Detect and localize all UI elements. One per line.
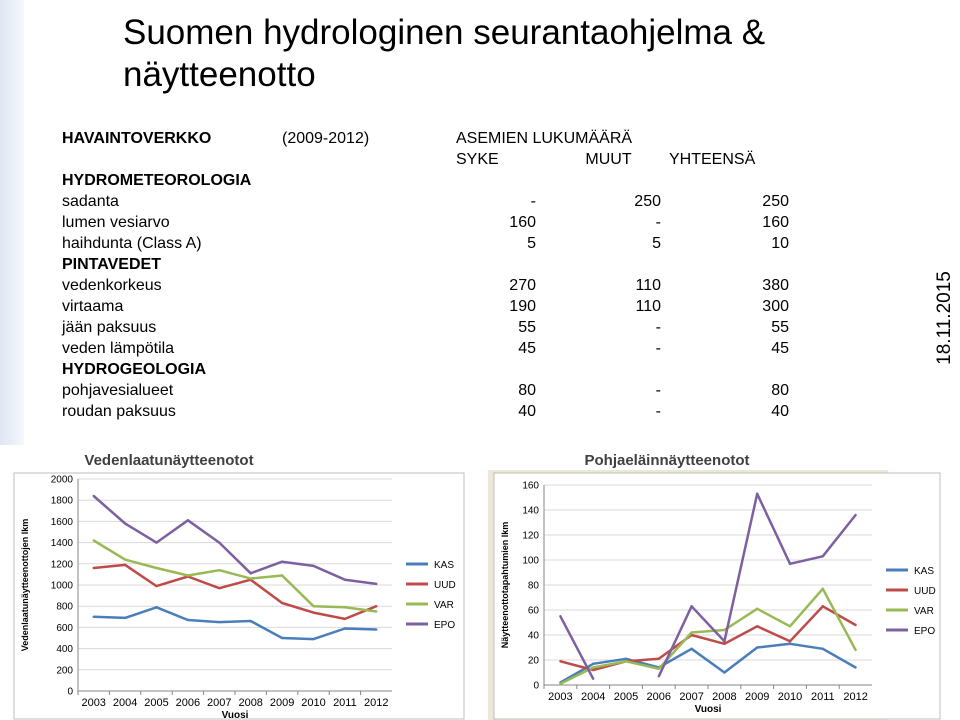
data-point-uud (756, 625, 758, 627)
section-row (62, 170, 789, 191)
table-row (62, 212, 789, 233)
y-tick-label: 140 (522, 505, 539, 517)
data-point-uud (124, 564, 126, 566)
x-tick-label: 2010 (777, 691, 803, 703)
y-tick-label: 2000 (50, 474, 73, 486)
row-label: vedenkorkeus (62, 277, 162, 294)
cell-muut: - (655, 382, 661, 399)
data-point-var (789, 625, 791, 627)
data-point-var (690, 631, 692, 633)
x-tick-label: 2005 (144, 697, 169, 709)
data-point-kas (723, 671, 725, 673)
data-point-var (559, 683, 561, 685)
row-label: virtaama (62, 298, 124, 315)
y-tick-label: 1200 (50, 559, 73, 571)
cell-total: 80 (771, 382, 789, 399)
cell-total: 250 (762, 193, 789, 210)
cell-muut: - (655, 403, 661, 420)
data-point-kas (155, 606, 157, 608)
y-tick-label: 100 (522, 555, 539, 567)
data-point-kas (281, 637, 283, 639)
section-title: PINTAVEDET (62, 256, 161, 273)
col-syke: SYKE (456, 151, 499, 168)
data-point-uud (375, 605, 377, 607)
data-point-kas (312, 638, 314, 640)
section-title: HYDROGEOLOGIA (62, 361, 207, 378)
table-row (62, 380, 789, 401)
legend-label: UUD (914, 586, 936, 597)
y-tick-label: 1400 (50, 538, 73, 550)
data-point-uud (854, 624, 856, 626)
y-tick-label: 1000 (50, 580, 73, 592)
data-point-kas (789, 643, 791, 645)
y-tick-label: 120 (522, 530, 539, 542)
cell-muut: 250 (634, 193, 661, 210)
data-point-uud (822, 605, 824, 607)
table-header-row (62, 128, 789, 149)
cell-total: 45 (771, 340, 789, 357)
cell-syke: 40 (518, 403, 536, 420)
legend-label: VAR (434, 600, 454, 611)
row-spacer (282, 317, 419, 338)
cell-muut: 110 (635, 298, 661, 315)
y-tick-label: 0 (533, 680, 539, 692)
data-point-epo (124, 522, 126, 524)
cell-syke: 190 (509, 298, 536, 315)
legend-label: KAS (914, 566, 935, 577)
data-point-var (822, 588, 824, 590)
data-point-kas (187, 619, 189, 621)
data-point-var (658, 668, 660, 670)
observation-network-table (62, 128, 789, 422)
x-tick-label: 2007 (207, 697, 232, 709)
data-point-var (375, 610, 377, 612)
row-spacer (282, 212, 419, 233)
table-row (62, 191, 789, 212)
data-point-uud (344, 618, 346, 620)
y-tick-label: 60 (527, 605, 539, 617)
y-tick-label: 400 (56, 644, 73, 656)
col-yhteensa: YHTEENSÄ (669, 151, 756, 168)
data-point-uud (723, 643, 725, 645)
legend-label: UUD (434, 580, 456, 591)
section-row (62, 254, 789, 275)
data-point-uud (312, 611, 314, 613)
x-tick-label: 2007 (679, 691, 704, 703)
cell-muut: 110 (635, 277, 661, 294)
x-tick-label: 2004 (580, 691, 606, 703)
data-point-var (756, 608, 758, 610)
cell-syke: 5 (527, 235, 536, 252)
data-point-var (625, 660, 627, 662)
x-tick-label: 2011 (810, 691, 835, 703)
header-havaintoverkko: HAVAINTOVERKKO (62, 130, 212, 147)
data-point-kas (625, 658, 627, 660)
section-title: HYDROMETEOROLOGIA (62, 172, 252, 189)
data-point-epo (756, 493, 758, 495)
header-period: (2009-2012) (282, 130, 370, 147)
cell-syke: 55 (518, 319, 536, 336)
date-text: 18.11.2015 (934, 271, 955, 365)
data-point-kas (124, 617, 126, 619)
row-spacer (282, 275, 419, 296)
y-tick-label: 200 (56, 665, 73, 677)
y-tick-label: 80 (527, 580, 539, 592)
data-point-uud (658, 658, 660, 660)
x-tick-label: 2012 (364, 697, 389, 709)
table-row (62, 317, 789, 338)
table-row (62, 296, 789, 317)
data-point-epo (218, 541, 220, 543)
row-spacer (282, 296, 419, 317)
row-spacer (282, 380, 419, 401)
x-tick-label: 2006 (646, 691, 672, 703)
row-label: lumen vesiarvo (62, 214, 170, 231)
row-spacer (282, 233, 419, 254)
x-tick-label: 2009 (269, 697, 295, 709)
y-tick-label: 20 (527, 655, 539, 667)
row-spacer (282, 401, 419, 422)
data-point-epo (690, 605, 692, 607)
row-label: sadanta (62, 193, 119, 210)
data-point-var (124, 558, 126, 560)
x-tick-label: 2008 (712, 691, 737, 703)
data-point-var (218, 569, 220, 571)
data-point-epo (822, 555, 824, 557)
data-point-epo (187, 519, 189, 521)
data-point-kas (822, 648, 824, 650)
chart-title: Pohjaeläinnäytteenotot (584, 452, 750, 469)
data-point-kas (592, 663, 594, 665)
x-tick-label: 2004 (112, 697, 138, 709)
x-tick-label: 2011 (333, 697, 357, 709)
cell-syke: 160 (509, 214, 536, 231)
data-point-var (312, 605, 314, 607)
data-point-epo (854, 514, 856, 516)
data-point-kas (250, 620, 252, 622)
chart-pohjaelain-svg (488, 445, 948, 720)
x-tick-label: 2010 (301, 697, 326, 709)
date-stamp (932, 258, 958, 378)
cell-muut: - (655, 214, 661, 231)
table-row (62, 401, 789, 422)
y-tick-label: 40 (527, 630, 539, 642)
y-tick-label: 800 (56, 601, 73, 613)
chart-pohjaelain (488, 445, 948, 720)
x-tick-label: 2003 (548, 691, 573, 703)
data-point-var (344, 606, 346, 608)
data-point-epo (559, 615, 561, 617)
y-tick-label: 0 (67, 686, 73, 698)
table-row (62, 233, 789, 254)
x-tick-label: 2009 (744, 691, 770, 703)
data-point-epo (789, 563, 791, 565)
data-point-kas (854, 666, 856, 668)
row-spacer (282, 338, 419, 359)
data-point-epo (93, 495, 95, 497)
x-tick-label: 2005 (613, 691, 639, 703)
data-point-kas (375, 628, 377, 630)
x-tick-label: 2003 (81, 697, 106, 709)
x-axis-label: Vuosi (221, 710, 249, 720)
table-row (62, 338, 789, 359)
data-point-epo (375, 583, 377, 585)
legend-label: VAR (914, 606, 934, 617)
data-point-var (250, 577, 252, 579)
data-point-epo (723, 640, 725, 642)
data-point-var (187, 574, 189, 576)
data-point-var (93, 539, 95, 541)
data-point-uud (155, 585, 157, 587)
data-point-var (155, 567, 157, 569)
chart-vedenlaatu (10, 445, 470, 720)
header-group: ASEMIEN LUKUMÄÄRÄ (456, 130, 633, 147)
slide-accent-bar (0, 0, 24, 445)
data-point-uud (281, 602, 283, 604)
cell-syke: 80 (518, 382, 536, 399)
data-point-kas (344, 627, 346, 629)
data-point-uud (559, 660, 561, 662)
section-row (62, 359, 789, 380)
legend-label: EPO (434, 620, 456, 631)
row-label: pohjavesialueet (62, 382, 174, 399)
chart-frame (14, 473, 464, 719)
data-point-var (854, 649, 856, 651)
data-point-epo (155, 541, 157, 543)
legend-label: KAS (434, 560, 455, 571)
x-axis-label: Vuosi (694, 704, 722, 715)
data-point-epo (312, 565, 314, 567)
y-axis-label: Vedenlaatunäytteenottojen lkm (20, 518, 30, 652)
x-tick-label: 2012 (843, 691, 868, 703)
chart-title: Vedenlaatunäytteenotot (84, 452, 254, 469)
data-point-uud (218, 587, 220, 589)
cell-muut: - (655, 340, 661, 357)
cell-syke: - (530, 193, 536, 210)
cell-muut: - (655, 319, 661, 336)
cell-total: 55 (771, 319, 789, 336)
cell-syke: 270 (509, 277, 536, 294)
data-point-epo (658, 675, 660, 677)
cell-total: 380 (762, 277, 789, 294)
data-point-epo (592, 678, 594, 680)
y-tick-label: 600 (56, 622, 73, 634)
data-point-kas (93, 616, 95, 618)
data-point-epo (250, 572, 252, 574)
data-point-var (723, 629, 725, 631)
data-point-uud (789, 640, 791, 642)
chart-vedenlaatu-svg (10, 445, 470, 720)
y-axis-label: Näytteenottotapahtumien lkm (500, 521, 510, 649)
cell-muut: 5 (652, 235, 661, 252)
row-label: roudan paksuus (62, 403, 176, 420)
cell-total: 40 (771, 403, 789, 420)
row-label: veden lämpötila (62, 340, 175, 357)
data-point-epo (281, 560, 283, 562)
cell-syke: 45 (518, 340, 536, 357)
x-tick-label: 2006 (175, 697, 201, 709)
y-tick-label: 1600 (50, 516, 73, 528)
slide-title: Suomen hydrologinen seurantaohjelma & näytteenotto (123, 13, 766, 94)
data-point-epo (344, 579, 346, 581)
row-label: jään paksuus (62, 319, 157, 336)
cell-total: 10 (771, 235, 789, 252)
data-point-var (592, 666, 594, 668)
data-point-uud (93, 567, 95, 569)
legend-label: EPO (914, 626, 936, 637)
row-label: haihdunta (Class A) (62, 235, 202, 252)
y-tick-label: 160 (522, 480, 539, 492)
table-row (62, 275, 789, 296)
data-point-kas (218, 621, 220, 623)
cell-total: 300 (762, 298, 789, 315)
data-point-var (281, 574, 283, 576)
y-tick-label: 1800 (50, 495, 73, 507)
data-point-kas (756, 646, 758, 648)
x-tick-label: 2008 (238, 697, 263, 709)
data-point-kas (690, 648, 692, 650)
row-spacer (282, 191, 419, 212)
table-subheader-row (62, 149, 789, 170)
col-muut: MUUT (585, 151, 632, 168)
cell-total: 160 (762, 214, 789, 231)
